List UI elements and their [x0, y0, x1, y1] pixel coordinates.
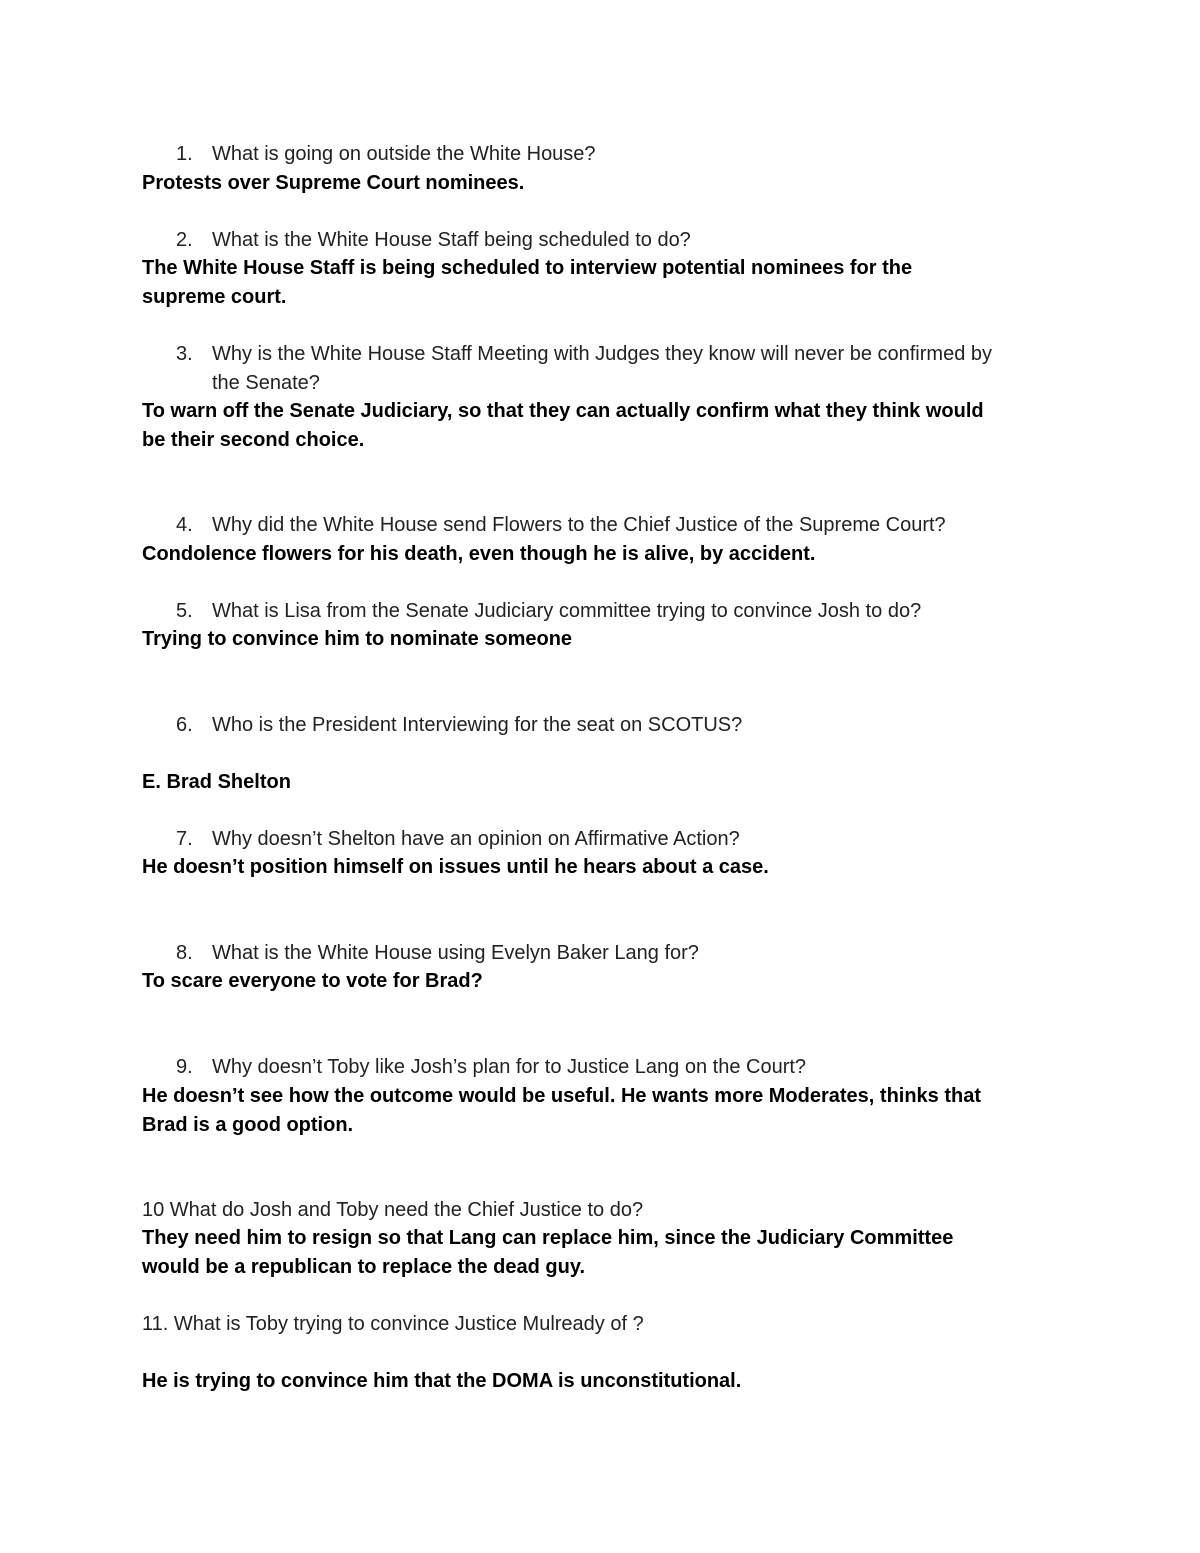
question-text: Why did the White House send Flowers to the Chief Justice of the Supreme Court?	[212, 514, 946, 536]
question-text: What is Lisa from the Senate Judiciary committee trying to convince Josh to do?	[212, 600, 922, 622]
answer-6	[142, 768, 291, 797]
answer-3	[142, 397, 984, 454]
question-4	[176, 511, 946, 540]
answer-text: E. Brad Shelton	[142, 771, 291, 793]
answer-2	[142, 254, 912, 311]
question-9	[176, 1053, 806, 1082]
question-text: Why is the White House Staff Meeting with Judges they know will never be confirmed by	[212, 343, 992, 365]
question-text: 10 What do Josh and Toby need the Chief Justice to do?	[142, 1199, 644, 1221]
question-text: Who is the President Interviewing for the seat on SCOTUS?	[212, 714, 743, 736]
answer-text: He is trying to convince him that the DOMA is unconstitutional.	[142, 1370, 742, 1392]
answer-text: To warn off the Senate Judiciary, so that they can actually confirm what they think would	[142, 400, 984, 422]
answer-text-line2: be their second choice.	[142, 428, 365, 451]
answer-text: Condolence flowers for his death, even though he is alive, by accident.	[142, 543, 816, 565]
answer-7	[142, 853, 769, 882]
question-8	[176, 939, 699, 968]
answer-8	[142, 967, 483, 996]
question-5	[176, 597, 921, 626]
question-number: 6.	[176, 714, 193, 736]
question-number: 3.	[176, 343, 193, 365]
answer-text: He doesn’t position himself on issues until he hears about a case.	[142, 856, 769, 878]
answer-text-line2: Brad is a good option.	[142, 1113, 354, 1136]
question-2	[176, 226, 691, 255]
question-number: 2.	[176, 229, 193, 251]
question-11	[142, 1310, 644, 1339]
answer-text: He doesn’t see how the outcome would be useful. He wants more Moderates, thinks that	[142, 1085, 982, 1107]
question-3	[176, 340, 992, 397]
question-text: 11. What is Toby trying to convince Justice Mulready of ?	[142, 1313, 644, 1335]
question-number: 5.	[176, 600, 193, 622]
question-number: 1.	[176, 143, 193, 165]
answer-text-line2: supreme court.	[142, 285, 287, 308]
answer-5	[142, 625, 572, 654]
answer-text: Protests over Supreme Court nominees.	[142, 172, 525, 194]
question-number: 4.	[176, 514, 193, 536]
question-10	[142, 1196, 643, 1225]
answer-10	[142, 1224, 953, 1281]
question-text: What is the White House using Evelyn Baker Lang for?	[212, 942, 699, 964]
answer-text: To scare everyone to vote for Brad?	[142, 970, 483, 992]
question-number: 8.	[176, 942, 193, 964]
answer-text-line2: would be a republican to replace the dead guy.	[142, 1255, 586, 1278]
question-text-line2: the Senate?	[212, 371, 320, 394]
question-text: What is the White House Staff being scheduled to do?	[212, 229, 691, 251]
question-6	[176, 711, 742, 740]
question-1	[176, 140, 596, 169]
answer-4	[142, 540, 815, 569]
question-text: Why doesn’t Toby like Josh’s plan for to Justice Lang on the Court?	[212, 1056, 807, 1078]
answer-11	[142, 1367, 741, 1396]
answer-9	[142, 1082, 981, 1139]
question-text: Why doesn’t Shelton have an opinion on Affirmative Action?	[212, 828, 740, 850]
question-text: What is going on outside the White House?	[212, 143, 596, 165]
answer-text: Trying to convince him to nominate someone	[142, 628, 573, 650]
answer-text: They need him to resign so that Lang can replace him, since the Judiciary Committee	[142, 1227, 954, 1249]
answer-1	[142, 169, 524, 198]
question-number: 7.	[176, 828, 193, 850]
question-number: 9.	[176, 1056, 193, 1078]
question-7	[176, 825, 740, 854]
answer-text: The White House Staff is being scheduled to interview potential nominees for the	[142, 257, 913, 279]
